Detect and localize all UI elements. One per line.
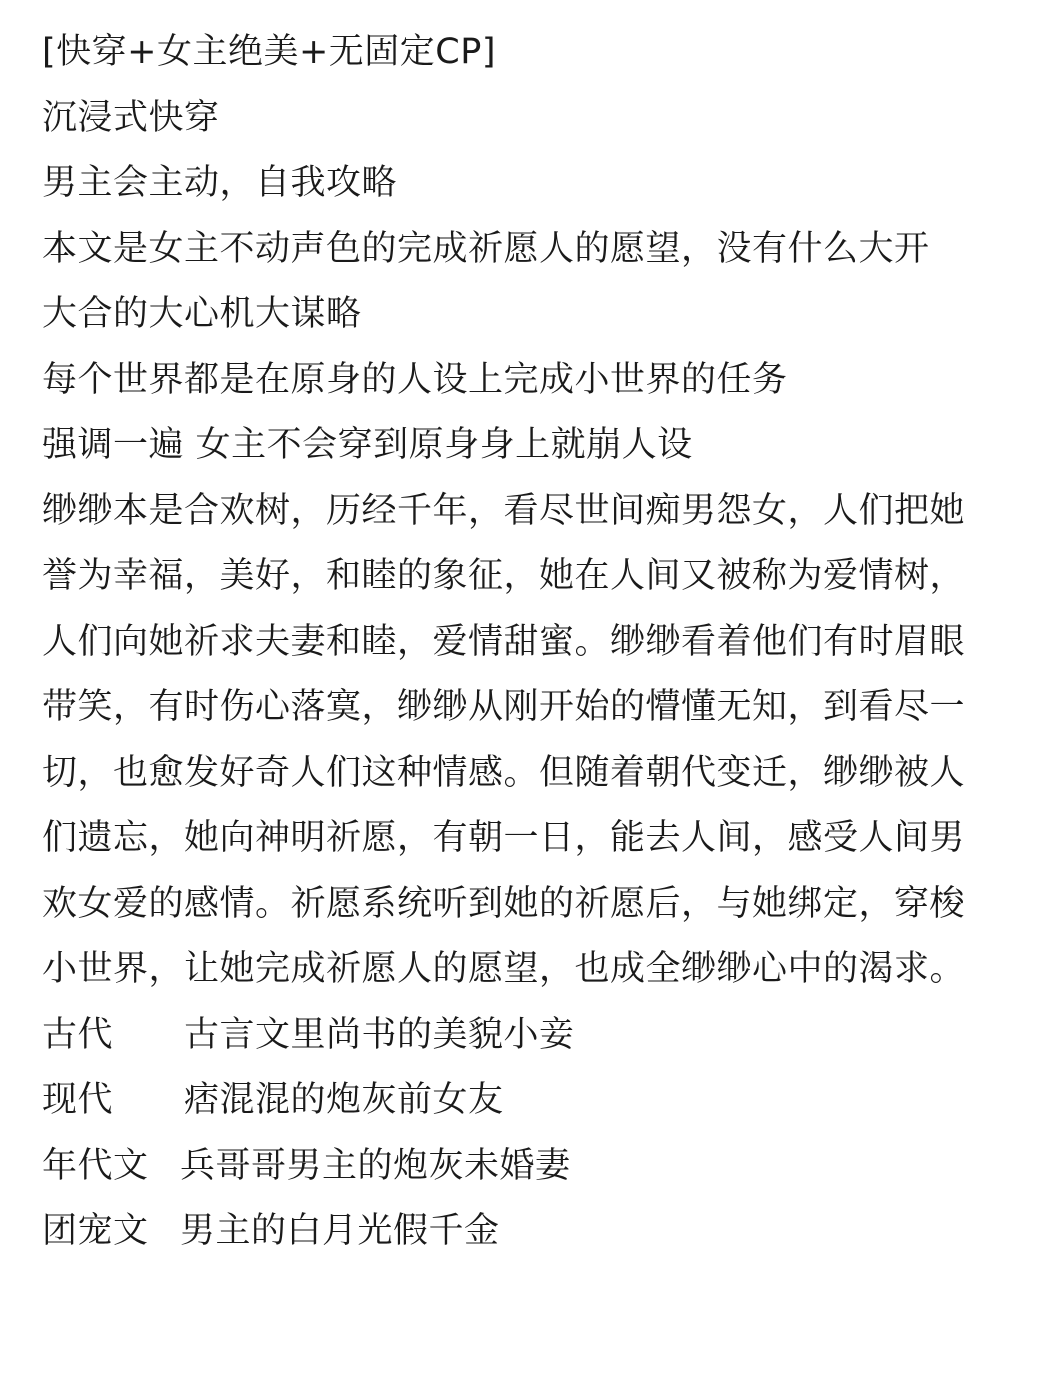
intro-line: 每个世界都是在原身的人设上完成小世界的任务 [42,359,788,400]
story-line: 缈缈本是合欢树，历经千年，看尽世间痴男怨女，人们把她 [42,490,966,531]
story-line: 切，也愈发好奇人们这种情感。但随着朝代变迁，缈缈被人 [42,752,966,793]
subtitle-line: 沉浸式快穿 [42,97,220,138]
world-row [42,1199,1037,1265]
world-genre: 现代 [42,1080,114,1120]
subtitle-line: 男主会主动，自我攻略 [42,163,398,203]
novel-synopsis [42,20,1037,1265]
world-role: 古言文里尚书的美貌小妾 [184,1014,575,1055]
world-role: 兵哥哥男主的炮灰未婚妻 [180,1145,571,1186]
tagline: [快穿+女主绝美+无固定CP] [42,32,497,72]
world-genre: 年代文 [42,1145,149,1186]
story-line: 誉为幸福，美好，和睦的象征，她在人间又被称为爱情树， [42,556,966,596]
intro-line: 本文是女主不动声色的完成祈愿人的愿望，没有什么大开 [42,228,930,269]
story-line: 小世界，让她完成祈愿人的愿望，也成全缈缈心中的渴求。 [42,949,966,989]
world-row [42,1003,1037,1069]
story-line: 们遗忘，她向神明祈愿，有朝一日，能去人间，感受人间男 [42,818,966,858]
world-role: 男主的白月光假千金 [180,1211,500,1251]
world-row [42,1134,1037,1200]
world-row [42,1068,1037,1134]
intro-line: 强调一遍 女主不会穿到原身身上就崩人设 [42,425,693,465]
story-line: 带笑，有时伤心落寞，缈缈从刚开始的懵懂无知，到看尽一 [42,687,966,727]
story-line: 人们向她祈求夫妻和睦，爱情甜蜜。缈缈看着他们有时眉眼 [42,621,966,662]
intro-line: 大合的大心机大谋略 [42,294,362,334]
world-genre: 团宠文 [42,1211,149,1251]
story-line: 欢女爱的感情。祈愿系统听到她的祈愿后，与她绑定，穿梭 [42,883,966,924]
world-genre: 古代 [42,1014,114,1055]
world-role: 痞混混的炮灰前女友 [184,1080,504,1120]
